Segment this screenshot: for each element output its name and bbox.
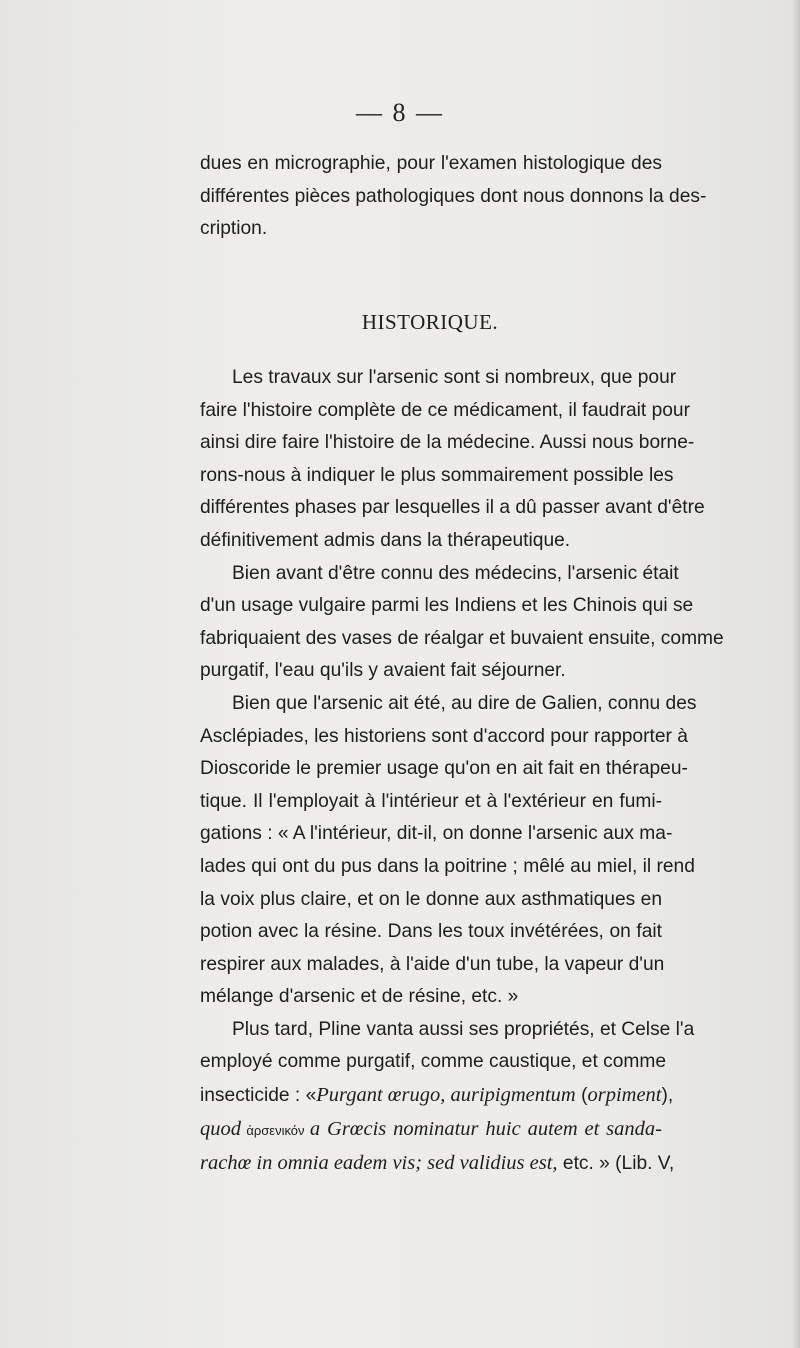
text-line: gations : « A l'intérieur, dit-il, on donne l'arsenic aux ma-: [200, 823, 673, 845]
text-line: mélange d'arsenic et de résine, etc. »: [200, 986, 519, 1008]
text-fragment: insecticide : «: [200, 1085, 317, 1107]
text-line: Asclépiades, les historiens sont d'accord pour rapporter à: [200, 725, 688, 747]
text-line: Bien que l'arsenic ait été, au dire de Galien, connu des: [232, 692, 697, 714]
text-fragment: etc. » (Lib. V,: [557, 1153, 675, 1175]
text-line: Bien avant d'être connu des médecins, l'arsenic était: [232, 562, 679, 584]
text-line: Plus tard, Pline vanta aussi ses propriétés, et Celse l'a: [232, 1018, 695, 1040]
text-line: rons-nous à indiquer le plus sommairement possible les: [200, 464, 674, 486]
text-line: employé comme purgatif, comme caustique, et comme: [200, 1051, 667, 1073]
text-fragment: (: [575, 1085, 588, 1107]
text-line: différentes pièces pathologiques dont nous donnons la des-: [200, 185, 707, 207]
text-line: cription.: [200, 218, 268, 240]
text-line: [200, 1113, 662, 1148]
text-fragment: ),: [661, 1085, 674, 1107]
page-number: — 8 —: [356, 98, 444, 127]
text-line: [200, 1079, 674, 1113]
text-line: respirer aux malades, à l'aide d'un tube, la vapeur d'un: [200, 953, 665, 975]
page-edge-shadow: [792, 0, 800, 1348]
text-line: la voix plus claire, et on le donne aux asthmatiques en: [200, 888, 662, 910]
historique-body: [200, 362, 724, 1181]
text-line: tique. Il l'employait à l'intérieur et à l'extérieur en fumi-: [200, 790, 662, 812]
intro-paragraph: [200, 148, 707, 246]
greek-word: ἀρσενικόν: [241, 1122, 310, 1138]
text-line: faire l'histoire complète de ce médicament, il faudrait pour: [200, 399, 690, 421]
latin-text: Purgant œrugo, auripigmentum: [316, 1084, 576, 1107]
text-line: [200, 1147, 675, 1181]
text-line: lades qui ont du pus dans la poitrine ; mêlé au miel, il rend: [200, 855, 695, 877]
text-line: Les travaux sur l'arsenic sont si nombreux, que pour: [232, 367, 677, 388]
latin-text: rachœ in omnia eadem vis; sed validius est,: [200, 1152, 558, 1175]
text-line: ainsi dire faire l'histoire de la médecine. Aussi nous borne-: [200, 432, 695, 454]
text-line: d'un usage vulgaire parmi les Indiens et les Chinois qui se: [200, 595, 694, 617]
latin-text: a Grœcis nominatur huic autem et sanda-: [309, 1117, 662, 1140]
section-heading: HISTORIQUE.: [361, 310, 499, 334]
text-line: définitivement admis dans la thérapeutique.: [200, 529, 571, 551]
latin-text: orpiment: [587, 1084, 662, 1107]
text-line: purgatif, l'eau qu'ils y avaient fait séjourner.: [200, 660, 566, 682]
text-line: potion avec la résine. Dans les toux invétérées, on fait: [200, 921, 662, 943]
text-line: dues en micrographie, pour l'examen histologique des: [200, 153, 662, 174]
latin-text: quod: [200, 1117, 241, 1140]
text-line: Dioscoride le premier usage qu'on en ait fait en thérapeu-: [200, 758, 688, 780]
text-line: fabriquaient des vases de réalgar et buvaient ensuite, comme: [200, 627, 724, 649]
text-line: différentes phases par lesquelles il a dû passer avant d'être: [200, 497, 705, 519]
